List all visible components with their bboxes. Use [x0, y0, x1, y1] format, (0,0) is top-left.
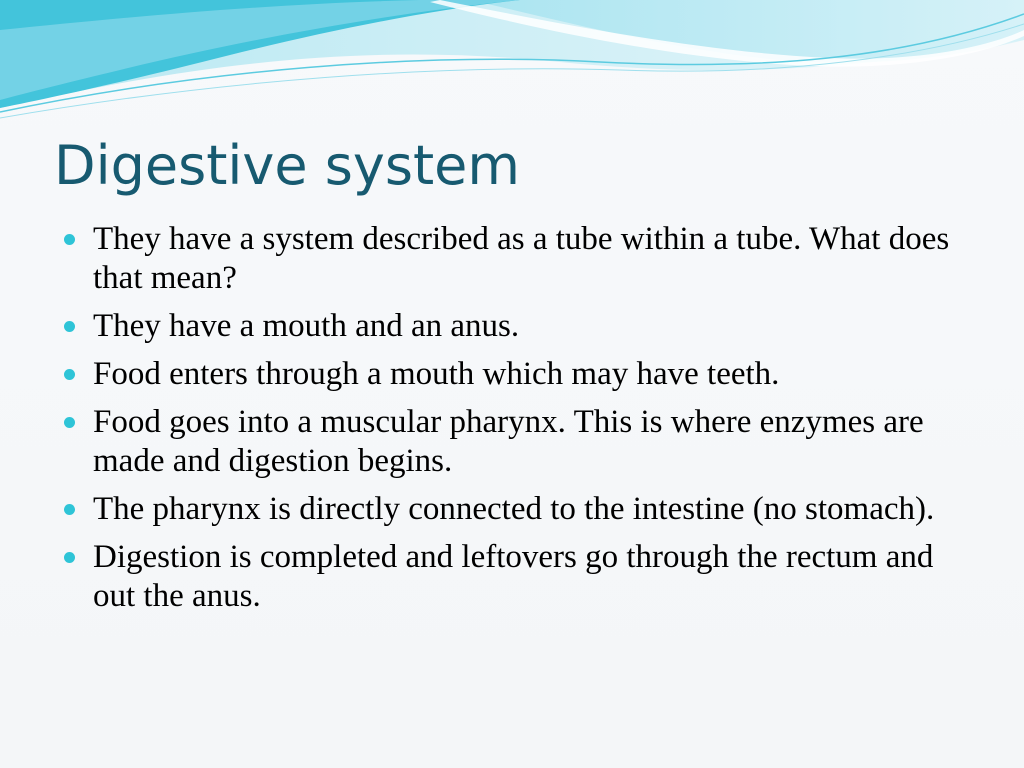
list-item — [62, 403, 962, 481]
list-item — [62, 538, 962, 616]
list-item — [62, 307, 962, 346]
bullet-text: Food goes into a muscular pharynx. This is where enzymes are made and digestion begins. — [93, 404, 924, 479]
bullet-text: Digestion is completed and leftovers go through the rectum and out the anus. — [93, 539, 934, 614]
list-item — [62, 220, 962, 298]
list-item — [62, 490, 962, 529]
bullet-dot-icon — [64, 234, 75, 245]
list-item — [62, 355, 962, 394]
bullet-dot-icon — [64, 321, 75, 332]
bullet-dot-icon — [64, 417, 75, 428]
bullet-dot-icon — [64, 552, 75, 563]
bullet-text: They have a mouth and an anus. — [93, 308, 520, 344]
bullet-text: They have a system described as a tube within a tube. What does that mean? — [93, 221, 950, 296]
bullet-text: The pharynx is directly connected to the intestine (no stomach). — [93, 491, 935, 527]
bullet-text: Food enters through a mouth which may have teeth. — [93, 356, 780, 392]
header-wave-decoration — [0, 0, 1024, 140]
bullet-dot-icon — [64, 369, 75, 380]
slide-title: Digestive system — [54, 134, 520, 197]
bullet-list — [62, 220, 962, 625]
bullet-dot-icon — [64, 504, 75, 515]
